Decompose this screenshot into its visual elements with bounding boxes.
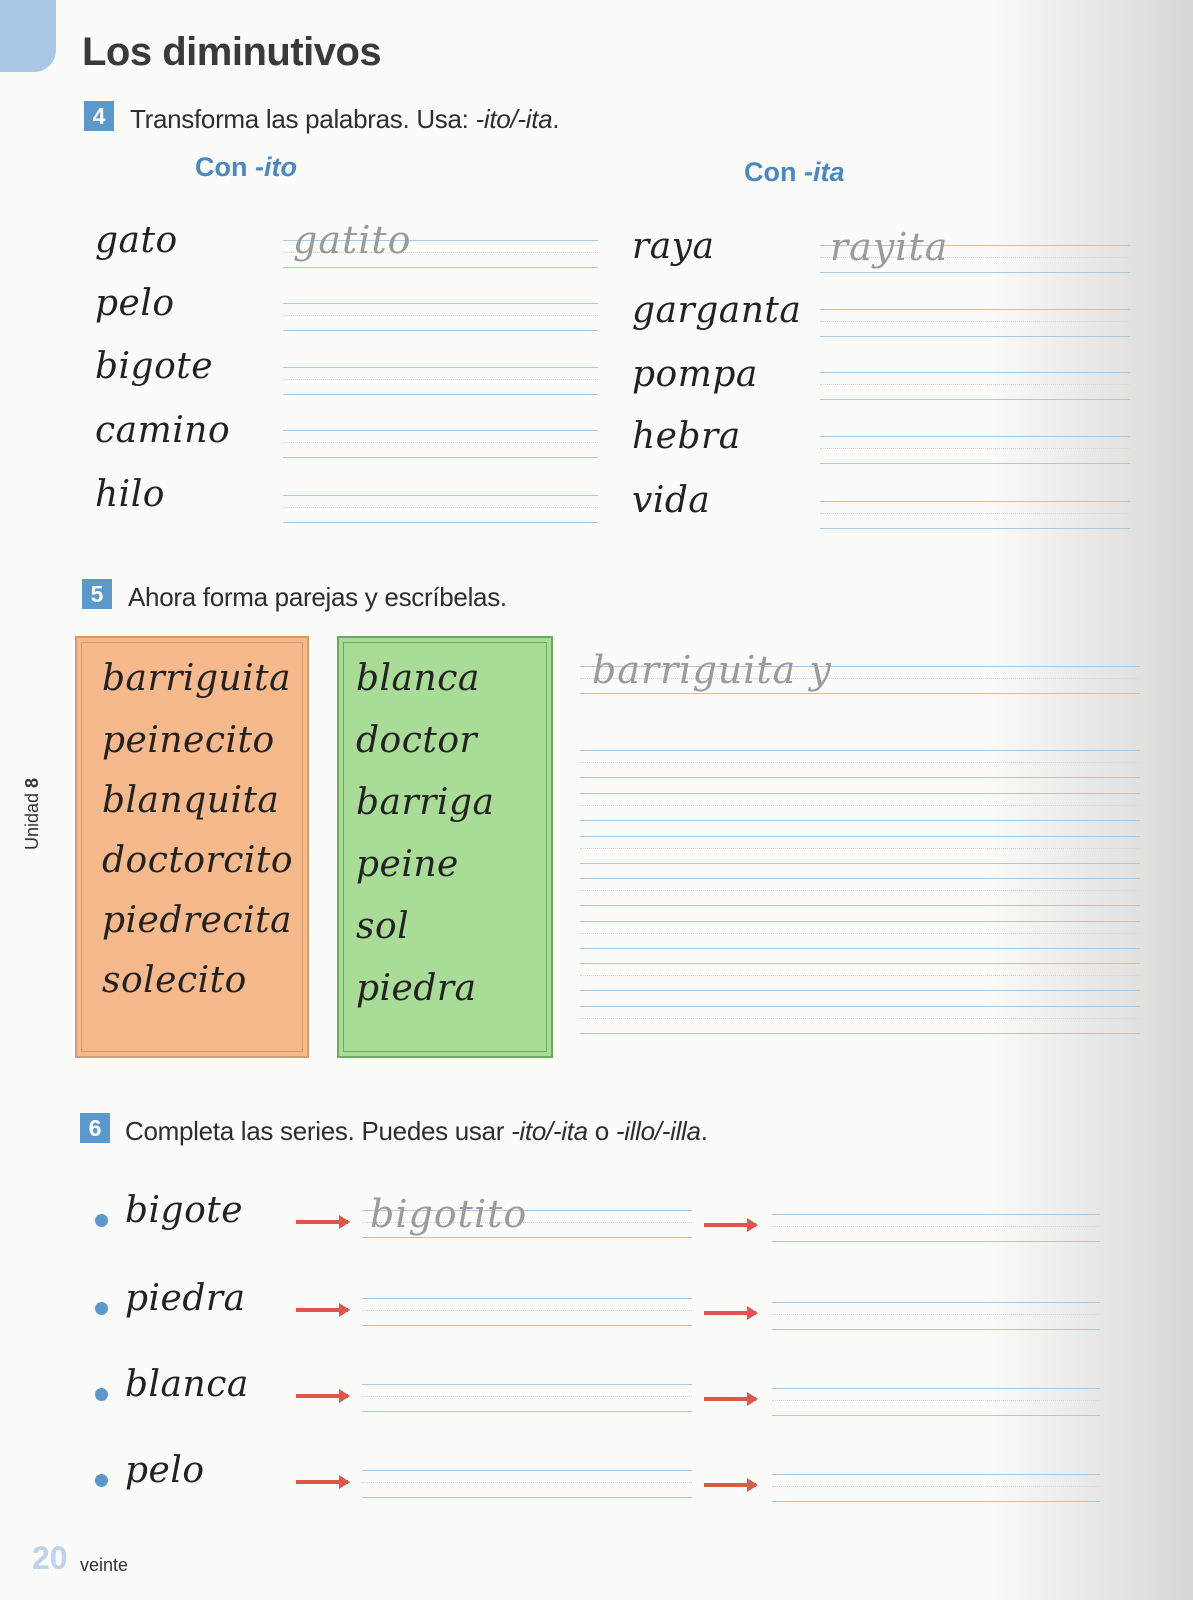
bullet-2	[95, 1302, 108, 1315]
pair-line-3[interactable]	[580, 793, 1140, 821]
answer-line-ito-3[interactable]	[283, 367, 598, 395]
series-line-4b[interactable]	[772, 1474, 1100, 1502]
series-word-3: blanca	[125, 1364, 249, 1405]
exercise-6-instruction: Completa las series. Puedes usar -ito/-ita o -illo/-illa.	[125, 1116, 708, 1146]
answer-line-ito-2[interactable]	[283, 303, 598, 331]
word-ito-1: gato	[95, 220, 178, 261]
answer-line-ito-4[interactable]	[283, 430, 598, 458]
word-ita-2: garganta	[632, 290, 802, 331]
green-word-2: doctor	[356, 720, 478, 761]
word-ita-4: hebra	[632, 416, 741, 457]
series-line-1b[interactable]	[772, 1214, 1100, 1242]
example-series: bigotito	[370, 1192, 528, 1236]
answer-line-ita-4[interactable]	[820, 436, 1130, 464]
answer-line-ito-5[interactable]	[283, 495, 598, 523]
exercise-4-instruction: Transforma las palabras. Usa: -ito/-ita.	[130, 104, 560, 134]
series-line-3a[interactable]	[362, 1384, 692, 1412]
series-word-2: piedra	[125, 1278, 246, 1319]
arrow-right-icon	[296, 1220, 348, 1224]
series-word-1: bigote	[125, 1190, 244, 1231]
page-number: 20	[32, 1540, 68, 1576]
column-head-ito: Con -ito	[195, 152, 297, 182]
orange-word-1: barriguita	[102, 658, 292, 699]
example-pair: barriguita y	[592, 648, 832, 692]
arrow-right-icon	[704, 1223, 756, 1227]
arrow-right-icon	[296, 1308, 348, 1312]
example-answer-rayita: rayita	[830, 225, 949, 269]
exercise-4-number: 4	[84, 101, 114, 131]
arrow-right-icon	[704, 1397, 756, 1401]
orange-word-3: blanquita	[102, 780, 280, 821]
word-ita-1: raya	[632, 226, 715, 267]
green-word-5: sol	[356, 906, 410, 947]
corner-tab	[0, 0, 56, 72]
word-ita-3: pompa	[632, 354, 758, 395]
word-ito-5: hilo	[95, 474, 165, 515]
answer-line-ita-2[interactable]	[820, 309, 1130, 337]
pair-line-4[interactable]	[580, 836, 1140, 864]
exercise-6-number: 6	[80, 1113, 110, 1143]
word-ito-2: pelo	[95, 283, 175, 324]
pair-line-2[interactable]	[580, 750, 1140, 778]
word-ito-4: camino	[95, 410, 231, 451]
example-answer-gatito: gatito	[293, 218, 412, 262]
bullet-3	[95, 1388, 108, 1401]
page-title: Los diminutivos	[82, 30, 382, 74]
orange-word-6: solecito	[102, 960, 247, 1001]
pair-line-6[interactable]	[580, 921, 1140, 949]
green-word-3: barriga	[356, 782, 495, 823]
bullet-1	[95, 1214, 108, 1227]
orange-word-4: doctorcito	[102, 840, 294, 881]
unit-label: Unidad 8	[22, 777, 42, 850]
orange-word-2: peinecito	[102, 720, 275, 761]
pair-line-5[interactable]	[580, 878, 1140, 906]
arrow-right-icon	[704, 1311, 756, 1315]
series-line-2b[interactable]	[772, 1302, 1100, 1330]
series-line-3b[interactable]	[772, 1388, 1100, 1416]
series-line-2a[interactable]	[362, 1298, 692, 1326]
pair-line-8[interactable]	[580, 1006, 1140, 1034]
series-line-4a[interactable]	[362, 1470, 692, 1498]
pair-line-7[interactable]	[580, 963, 1140, 991]
word-ito-3: bigote	[95, 346, 214, 387]
word-ita-5: vida	[632, 480, 711, 521]
orange-word-5: piedrecita	[102, 900, 293, 941]
green-word-1: blanca	[356, 658, 480, 699]
arrow-right-icon	[296, 1480, 348, 1484]
series-word-4: pelo	[125, 1450, 205, 1491]
answer-line-ita-3[interactable]	[820, 372, 1130, 400]
answer-line-ita-5[interactable]	[820, 501, 1130, 529]
exercise-5-instruction: Ahora forma parejas y escríbelas.	[128, 582, 507, 612]
exercise-5-number: 5	[82, 579, 112, 609]
bullet-4	[95, 1474, 108, 1487]
arrow-right-icon	[296, 1394, 348, 1398]
green-word-4: peine	[356, 844, 459, 885]
green-word-6: piedra	[356, 968, 477, 1009]
arrow-right-icon	[704, 1483, 756, 1487]
page-number-word: veinte	[80, 1555, 129, 1575]
column-head-ita: Con -ita	[744, 157, 845, 187]
